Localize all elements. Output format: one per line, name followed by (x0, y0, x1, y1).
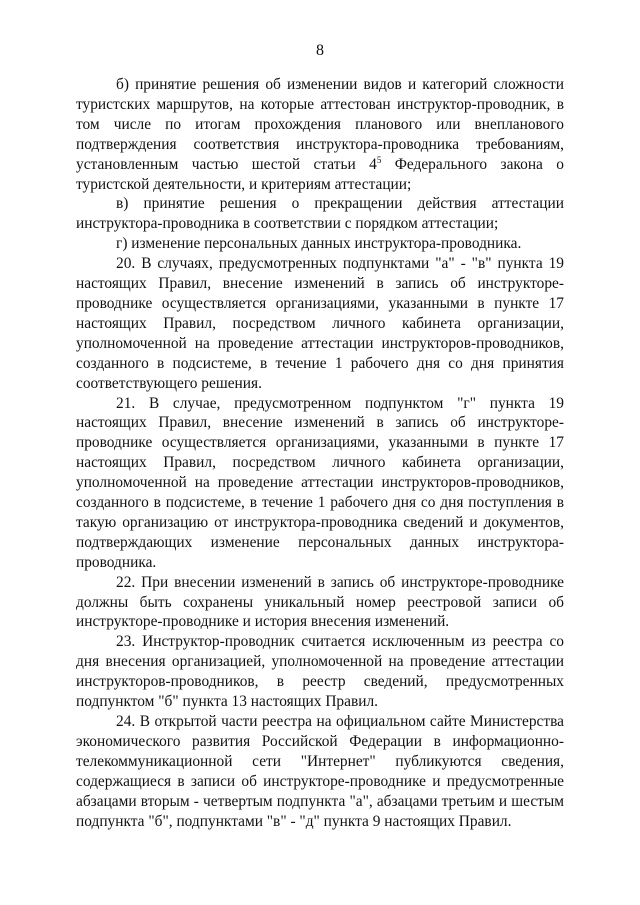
paragraph-subitem-v: в) принятие решения о прекращении действия аттестации инструктора-проводника в соответствии с порядком аттестации; (76, 195, 564, 233)
page-number: 8 (316, 42, 324, 59)
paragraph-item-22: 22. При внесении изменений в запись об инструкторе-проводнике должны быть сохранены уникальный номер реестровой записи об инструкторе-проводнике и история внесения изменений. (76, 573, 564, 631)
paragraph-item-21: 21. В случае, предусмотренном подпунктом "г" пункта 19 настоящих Правил, внесение изменений в запись об инструкторе-проводнике осуществляется организациями, указанными в пункте 17 настоящих Правил, посредством личного кабинета организации, уполномоченной на проведение аттестации инструкторов-проводников, созданного в подсистеме, в течение 1 рабочего дня со дня поступления в такую организацию от инструктора-проводника сведений и документов, подтверждающих изменение персональных данных инструктора-проводника. (76, 394, 564, 571)
paragraph-subitem-b (76, 75, 564, 194)
paragraph-item-20: 20. В случаях, предусмотренных подпунктами "а" - "в" пункта 19 настоящих Правил, внесение изменений в запись об инструкторе-проводнике осуществляется организациями, указанными в пункте 17 настоящих Правил, посредством личного кабинета организации, уполномоченной на проведение аттестации инструкторов-проводников, созданного в подсистеме, в течение 1 рабочего дня со дня принятия соответствующего решения. (76, 255, 564, 392)
document-body (76, 75, 564, 831)
paragraph-item-23: 23. Инструктор-проводник считается исключенным из реестра со дня внесения организацией, уполномоченной на проведение аттестации инструкторов-проводников, в реестр сведений, предусмотренных подпунктом "б" пункта 13 настоящих Правил. (76, 633, 564, 711)
paragraph-item-24: 24. В открытой части реестра на официальном сайте Министерства экономического развития Российской Федерации в информационно-телекоммуникационной сети "Интернет" публикуются сведения, содержащиеся в записи об инструкторе-проводнике и предусмотренные абзацами вторым - четвертым подпункта "а", абзацами третьим и шестым подпункта "б", подпунктами "в" - "д" пункта 9 настоящих Правил. (76, 713, 564, 830)
paragraph-subitem-g: г) изменение персональных данных инструктора-проводника. (116, 235, 522, 253)
paragraph-subitem-b-tail: Федерального закона о туристской деятельности, и критериям аттестации; (76, 155, 564, 193)
paragraph-subitem-b-text: б) принятие решения об изменении видов и категорий сложности туристских маршрутов, на которые аттестован инструктор-проводник, в том числе по итогам прохождения планового или внепланового подтверждения соответствия инструктора-проводника требованиям, установленным частью шестой статьи 4 (76, 76, 564, 173)
footnote-superscript: 5 (376, 154, 382, 165)
